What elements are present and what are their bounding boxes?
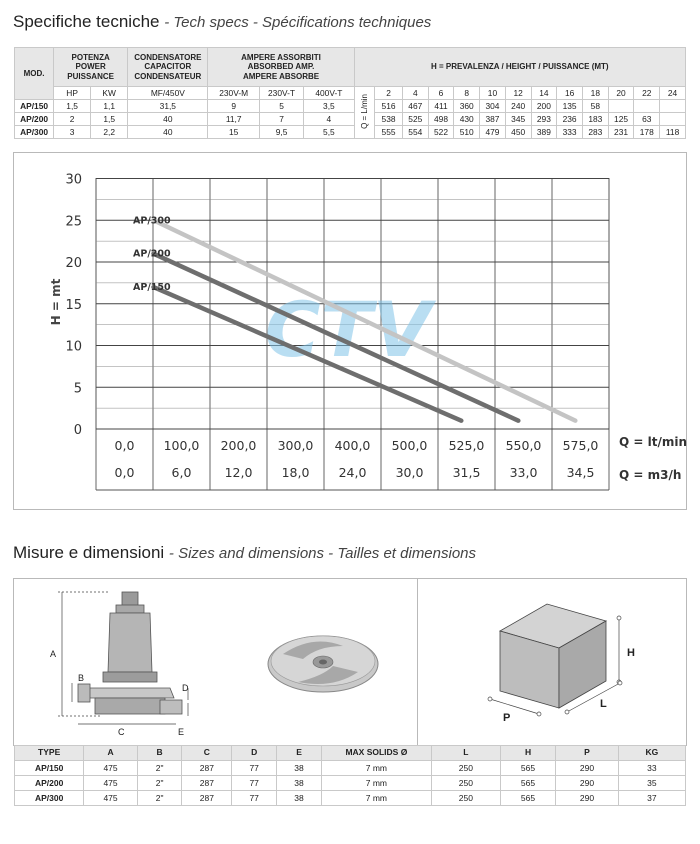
x-tick-label-m3h: 6,0 (171, 465, 192, 480)
dim-cell: 77 (232, 776, 277, 791)
x-tick-label-lt-min: 300,0 (277, 438, 314, 453)
dim-cell: 250 (431, 761, 500, 776)
y-tick-label: 25 (65, 214, 82, 230)
header-amperes: AMPERE ASSORBITI ABSORBED AMP. AMPERE ABSORBE (208, 48, 354, 87)
model-cell: AP/200 (15, 113, 54, 126)
y-tick-label: 10 (65, 339, 82, 355)
dim-cell: 33 (618, 761, 685, 776)
dim-cell: 475 (84, 761, 137, 776)
series-label: AP/200 (133, 248, 171, 260)
header-400t: 400V-T (304, 87, 354, 100)
x-tick-label-m3h: 34,5 (566, 465, 595, 480)
x-unit-lt-min: Q = lt/min (619, 435, 688, 449)
dim-header-cell: MAX SOLIDS Ø (321, 746, 431, 761)
header-power: POTENZA POWER PUISSANCE (54, 48, 128, 87)
x-tick-label-lt-min: 550,0 (505, 438, 542, 453)
dim-cell: 2" (137, 791, 182, 806)
height-col: 2 (375, 87, 403, 100)
dim-label-c: C (118, 727, 125, 737)
dim-cell: 287 (182, 761, 232, 776)
watermark-logo: CTV (264, 285, 432, 374)
table-row: AP/150 1,5 1,1 31,5 9 5 3,5 516 467 411 360 304 240 200 135 58 (15, 100, 686, 113)
dim-cell: 77 (232, 761, 277, 776)
dim-cell: 250 (431, 791, 500, 806)
header-kw: KW (91, 87, 128, 100)
y-tick-label: 5 (73, 381, 82, 397)
height-col: 16 (557, 87, 583, 100)
dim-header-cell: TYPE (15, 746, 84, 761)
dim-cell: 565 (500, 761, 555, 776)
dim-cell: 565 (500, 791, 555, 806)
x-tick-label-lt-min: 0,0 (114, 438, 135, 453)
series-label: AP/300 (133, 215, 171, 227)
model-cell: AP/300 (15, 126, 54, 139)
dim-cell: 2" (137, 776, 182, 791)
model-cell: AP/150 (15, 100, 54, 113)
q-label: Q = L/min (359, 94, 369, 129)
dim-cell: 7 mm (321, 761, 431, 776)
x-tick-label-m3h: 0,0 (114, 465, 135, 480)
y-tick-label: 30 (65, 172, 82, 188)
x-tick-label-m3h: 12,0 (224, 465, 253, 480)
y-tick-label: 20 (65, 256, 82, 271)
dim-cell: 37 (618, 791, 685, 806)
height-col: 10 (480, 87, 506, 100)
y-axis-label: H = mt (49, 278, 63, 326)
table-row: AP/300 3 2,2 40 15 9,5 5,5 555 554 522 510 479 450 389 333 283 231 178 118 (15, 126, 686, 139)
header-230m: 230V-M (208, 87, 259, 100)
dim-header-cell: D (232, 746, 277, 761)
x-tick-label-m3h: 18,0 (281, 465, 310, 480)
y-tick-label: 15 (65, 297, 82, 313)
header-head: H = PREVALENZA / HEIGHT / PUISSANCE (MT) (354, 48, 685, 87)
series-label: AP/150 (133, 282, 171, 294)
x-tick-label-lt-min: 200,0 (220, 438, 257, 453)
dim-header-cell: E (277, 746, 322, 761)
dim-cell: 565 (500, 776, 555, 791)
dim-cell: 38 (277, 776, 322, 791)
box-label-p: P (503, 712, 511, 724)
x-tick-label-lt-min: 525,0 (448, 438, 485, 453)
box-label-h: H (627, 647, 635, 659)
height-col: 4 (402, 87, 428, 100)
x-tick-label-m3h: 24,0 (338, 465, 367, 480)
dim-header-cell: A (84, 746, 137, 761)
dim-cell: 38 (277, 761, 322, 776)
dim-header-cell: B (137, 746, 182, 761)
height-col: 6 (428, 87, 454, 100)
dim-cell: 7 mm (321, 776, 431, 791)
table-row (15, 791, 686, 806)
dim-label-b: B (78, 673, 85, 683)
header-mod: MOD. (15, 48, 54, 100)
specs-title: Specifiche tecniche (13, 12, 160, 31)
box-label-l: L (600, 698, 607, 710)
dim-cell: 287 (182, 791, 232, 806)
type-cell: AP/300 (15, 791, 84, 806)
height-col: 12 (505, 87, 531, 100)
x-tick-label-lt-min: 575,0 (562, 438, 599, 453)
dim-cell: 287 (182, 776, 232, 791)
dim-label-a: A (50, 649, 57, 659)
dim-header-cell: P (556, 746, 619, 761)
header-230t: 230V-T (259, 87, 303, 100)
x-tick-label-lt-min: 100,0 (163, 438, 200, 453)
dim-cell: 475 (84, 776, 137, 791)
dim-cell: 250 (431, 776, 500, 791)
dim-header-cell: C (182, 746, 232, 761)
dim-label-e: E (178, 727, 185, 737)
impeller-drawing (268, 636, 378, 692)
dim-header-cell: L (431, 746, 500, 761)
x-tick-label-m3h: 33,0 (509, 465, 538, 480)
x-tick-label-lt-min: 400,0 (334, 438, 371, 453)
type-cell: AP/200 (15, 776, 84, 791)
x-tick-label-lt-min: 500,0 (391, 438, 428, 453)
y-tick-label: 0 (73, 423, 82, 438)
header-mf: MF/450V (128, 87, 208, 100)
table-row: AP/200 2 1,5 40 11,7 7 4 538 525 498 430 387 345 293 236 183 125 63 (15, 113, 686, 126)
dim-label-d: D (182, 683, 189, 693)
pump-drawing (78, 592, 182, 714)
header-capacitor: CONDENSATORE CAPACITOR CONDENSATEUR (128, 48, 208, 87)
height-col: 18 (582, 87, 608, 100)
dim-cell: 475 (84, 791, 137, 806)
specs-subtitle: - Tech specs - Spécifications techniques (164, 14, 432, 31)
dims-subtitle: - Sizes and dimensions - Tailles et dimensions (168, 545, 477, 562)
dim-cell: 290 (556, 761, 619, 776)
x-tick-label-m3h: 31,5 (452, 465, 481, 480)
height-col: 24 (660, 87, 686, 100)
dim-cell: 77 (232, 791, 277, 806)
dim-cell: 290 (556, 791, 619, 806)
dims-title: Misure e dimensioni (13, 543, 165, 562)
type-cell: AP/150 (15, 761, 84, 776)
dim-cell: 2" (137, 761, 182, 776)
table-row (15, 761, 686, 776)
dim-cell: 290 (556, 776, 619, 791)
height-col: 8 (454, 87, 480, 100)
box-drawing (500, 604, 606, 708)
table-row (15, 776, 686, 791)
x-unit-m3h: Q = m3/h (619, 468, 682, 482)
x-tick-label-m3h: 30,0 (395, 465, 424, 480)
dim-cell: 38 (277, 791, 322, 806)
dim-header-cell: KG (618, 746, 685, 761)
dim-cell: 35 (618, 776, 685, 791)
dimension-table (14, 745, 686, 806)
header-hp: HP (54, 87, 91, 100)
height-col: 22 (634, 87, 660, 100)
dim-header-cell: H (500, 746, 555, 761)
dim-cell: 7 mm (321, 791, 431, 806)
height-col: 20 (608, 87, 634, 100)
height-col: 14 (531, 87, 557, 100)
